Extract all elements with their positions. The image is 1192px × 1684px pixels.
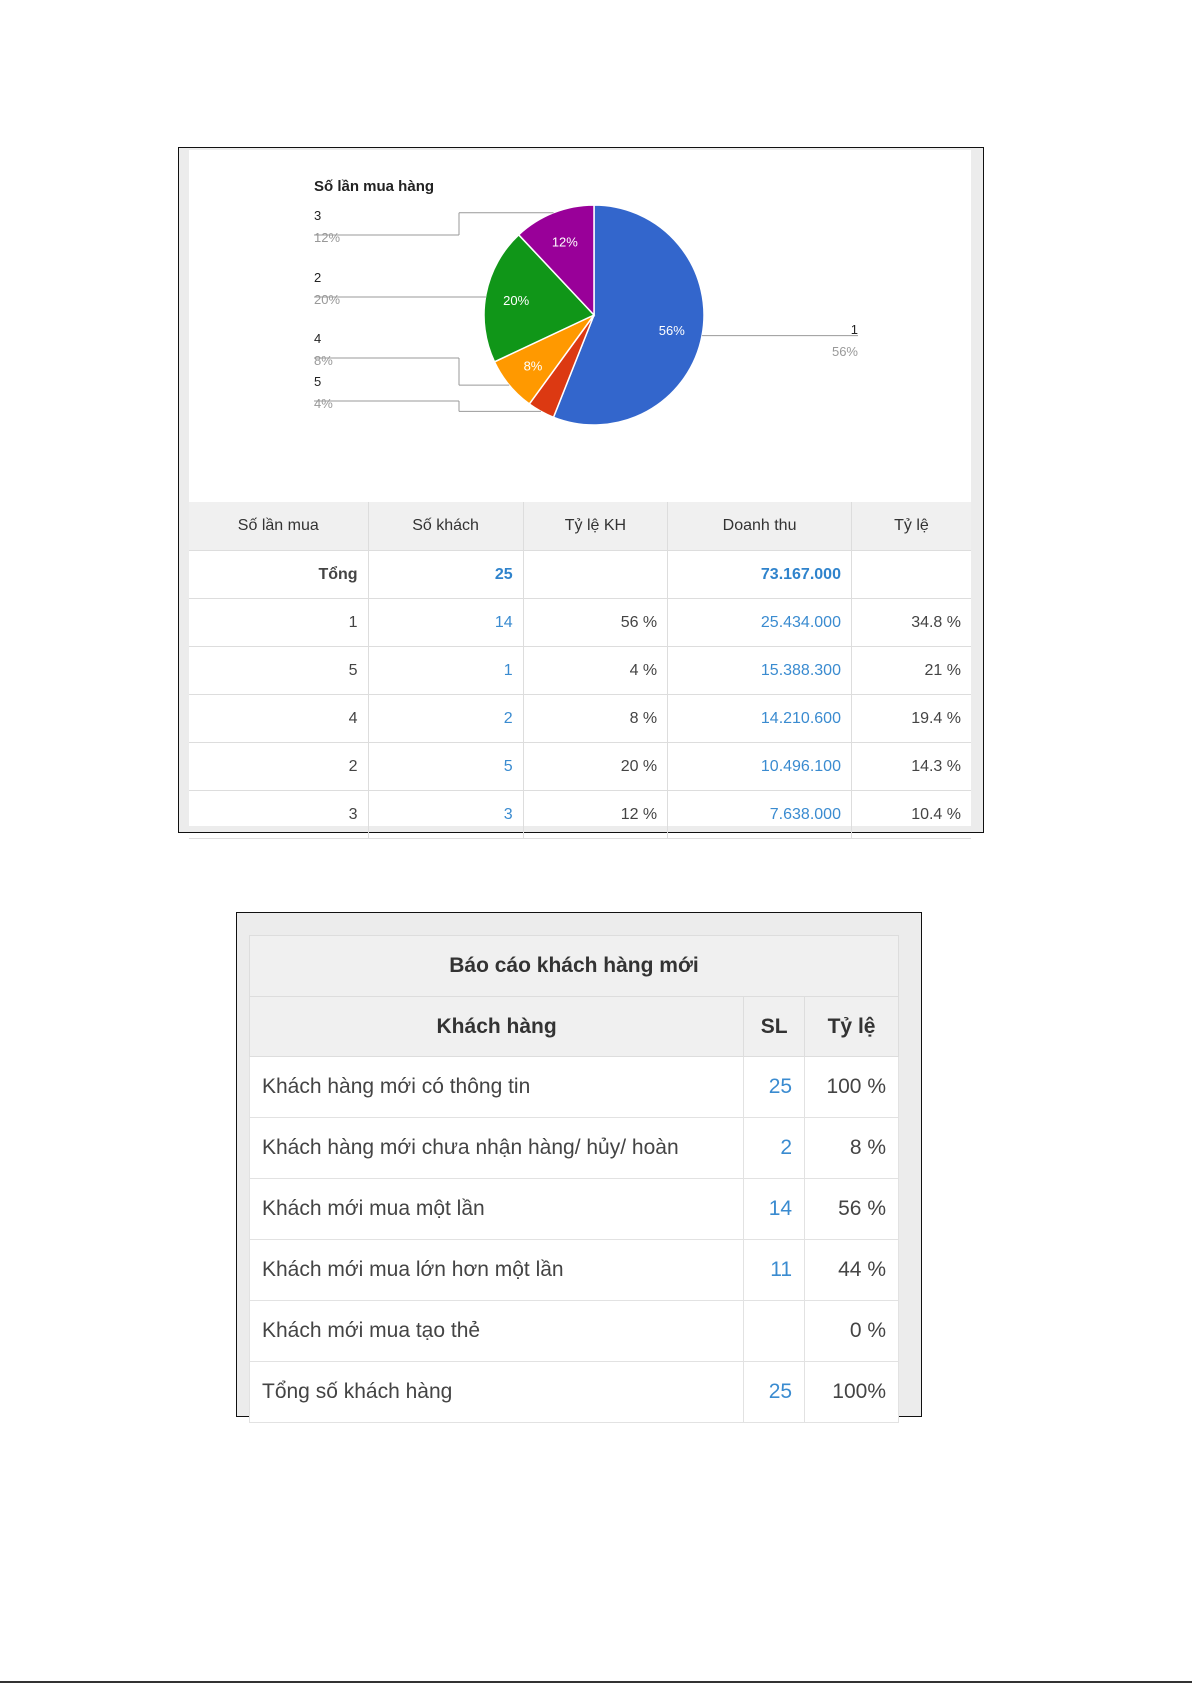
legend-label: 3 xyxy=(314,208,322,223)
purchase-count-table xyxy=(189,502,971,839)
ratio-cell xyxy=(851,551,971,599)
legend-label: 1 xyxy=(850,322,858,337)
revenue-link[interactable]: 14.210.600 xyxy=(668,695,852,743)
customer-type-cell: Khách mới mua lớn hơn một lần xyxy=(250,1240,744,1301)
quantity-link[interactable]: 25 xyxy=(744,1362,805,1423)
customer-count-link[interactable]: 3 xyxy=(368,791,523,839)
pie-chart xyxy=(189,150,971,502)
customer-type-cell: Khách mới mua một lần xyxy=(250,1179,744,1240)
customer-type-cell: Tổng số khách hàng xyxy=(250,1362,744,1423)
quantity-link[interactable]: 14 xyxy=(744,1179,805,1240)
col-header-quantity: SL xyxy=(744,997,805,1057)
legend-label: 2 xyxy=(314,270,322,285)
ratio-cell: 44 % xyxy=(805,1240,899,1301)
customer-ratio-cell: 20 % xyxy=(523,743,668,791)
col-header-customer-count[interactable]: Số khách xyxy=(368,502,523,551)
table-row xyxy=(250,1179,899,1240)
table-total-row xyxy=(189,551,971,599)
legend-pct: 4% xyxy=(314,396,333,411)
col-header-ratio: Tỷ lệ xyxy=(805,997,899,1057)
revenue-link[interactable]: 15.388.300 xyxy=(668,647,852,695)
customer-ratio-cell xyxy=(523,551,668,599)
customer-type-cell: Khách mới mua tạo thẻ xyxy=(250,1301,744,1362)
customer-ratio-cell: 4 % xyxy=(523,647,668,695)
purchase-count-cell: Tổng xyxy=(189,551,368,599)
page-footer-rule xyxy=(0,1681,1192,1683)
customer-type-cell: Khách hàng mới chưa nhận hàng/ hủy/ hoàn xyxy=(250,1118,744,1179)
col-header-revenue[interactable]: Doanh thu xyxy=(668,502,852,551)
table-caption-row xyxy=(250,936,899,997)
table-row xyxy=(189,791,971,839)
purchase-count-panel xyxy=(178,147,984,833)
table-row xyxy=(189,599,971,647)
ratio-cell: 8 % xyxy=(805,1118,899,1179)
revenue-link[interactable]: 10.496.100 xyxy=(668,743,852,791)
ratio-cell: 34.8 % xyxy=(851,599,971,647)
chart-title: Số lần mua hàng xyxy=(314,178,435,195)
customer-count-link[interactable]: 25 xyxy=(368,551,523,599)
purchase-count-cell: 2 xyxy=(189,743,368,791)
legend-label: 4 xyxy=(314,331,322,346)
table-row xyxy=(250,1118,899,1179)
ratio-cell: 21 % xyxy=(851,647,971,695)
purchase-count-cell: 1 xyxy=(189,599,368,647)
table-row xyxy=(189,695,971,743)
table-row xyxy=(250,1240,899,1301)
customer-count-link[interactable]: 2 xyxy=(368,695,523,743)
col-header-customer: Khách hàng xyxy=(250,997,744,1057)
quantity-link[interactable]: 11 xyxy=(744,1240,805,1301)
quantity-link[interactable]: 25 xyxy=(744,1057,805,1118)
customer-type-cell: Khách hàng mới có thông tin xyxy=(250,1057,744,1118)
legend-pct: 56% xyxy=(831,344,858,359)
purchase-count-cell: 4 xyxy=(189,695,368,743)
table-header-row xyxy=(250,997,899,1057)
slice-pct-label: 56% xyxy=(658,322,685,338)
table-row xyxy=(250,1057,899,1118)
customer-count-link[interactable]: 1 xyxy=(368,647,523,695)
purchase-count-cell: 3 xyxy=(189,791,368,839)
report-title: Báo cáo khách hàng mới xyxy=(250,936,899,997)
table-header-row xyxy=(189,502,971,551)
revenue-link[interactable]: 73.167.000 xyxy=(668,551,852,599)
customer-ratio-cell: 8 % xyxy=(523,695,668,743)
ratio-cell: 100% xyxy=(805,1362,899,1423)
ratio-cell: 19.4 % xyxy=(851,695,971,743)
ratio-cell: 56 % xyxy=(805,1179,899,1240)
customer-ratio-cell: 12 % xyxy=(523,791,668,839)
legend-label: 5 xyxy=(314,374,322,389)
table-row xyxy=(189,743,971,791)
customer-ratio-cell: 56 % xyxy=(523,599,668,647)
quantity-link[interactable] xyxy=(744,1301,805,1362)
legend-pct: 20% xyxy=(314,292,341,307)
ratio-cell: 14.3 % xyxy=(851,743,971,791)
customer-count-link[interactable]: 5 xyxy=(368,743,523,791)
quantity-link[interactable]: 2 xyxy=(744,1118,805,1179)
slice-pct-label: 8% xyxy=(523,358,543,374)
pie-chart-area xyxy=(189,150,971,502)
slice-pct-label: 12% xyxy=(551,234,578,250)
table-row xyxy=(250,1301,899,1362)
legend-pct: 12% xyxy=(314,230,341,245)
new-customer-report-table xyxy=(249,935,899,1423)
slice-pct-label: 20% xyxy=(503,293,530,309)
new-customer-report-panel xyxy=(236,912,922,1417)
table-row xyxy=(189,647,971,695)
legend-pct: 8% xyxy=(314,353,333,368)
revenue-link[interactable]: 7.638.000 xyxy=(668,791,852,839)
table-row xyxy=(250,1362,899,1423)
ratio-cell: 10.4 % xyxy=(851,791,971,839)
col-header-purchase-count[interactable]: Số lần mua xyxy=(189,502,368,551)
ratio-cell: 100 % xyxy=(805,1057,899,1118)
customer-count-link[interactable]: 14 xyxy=(368,599,523,647)
ratio-cell: 0 % xyxy=(805,1301,899,1362)
col-header-ratio[interactable]: Tỷ lệ xyxy=(851,502,971,551)
purchase-count-cell: 5 xyxy=(189,647,368,695)
col-header-customer-ratio[interactable]: Tỷ lệ KH xyxy=(523,502,668,551)
revenue-link[interactable]: 25.434.000 xyxy=(668,599,852,647)
purchase-count-card xyxy=(189,150,971,826)
